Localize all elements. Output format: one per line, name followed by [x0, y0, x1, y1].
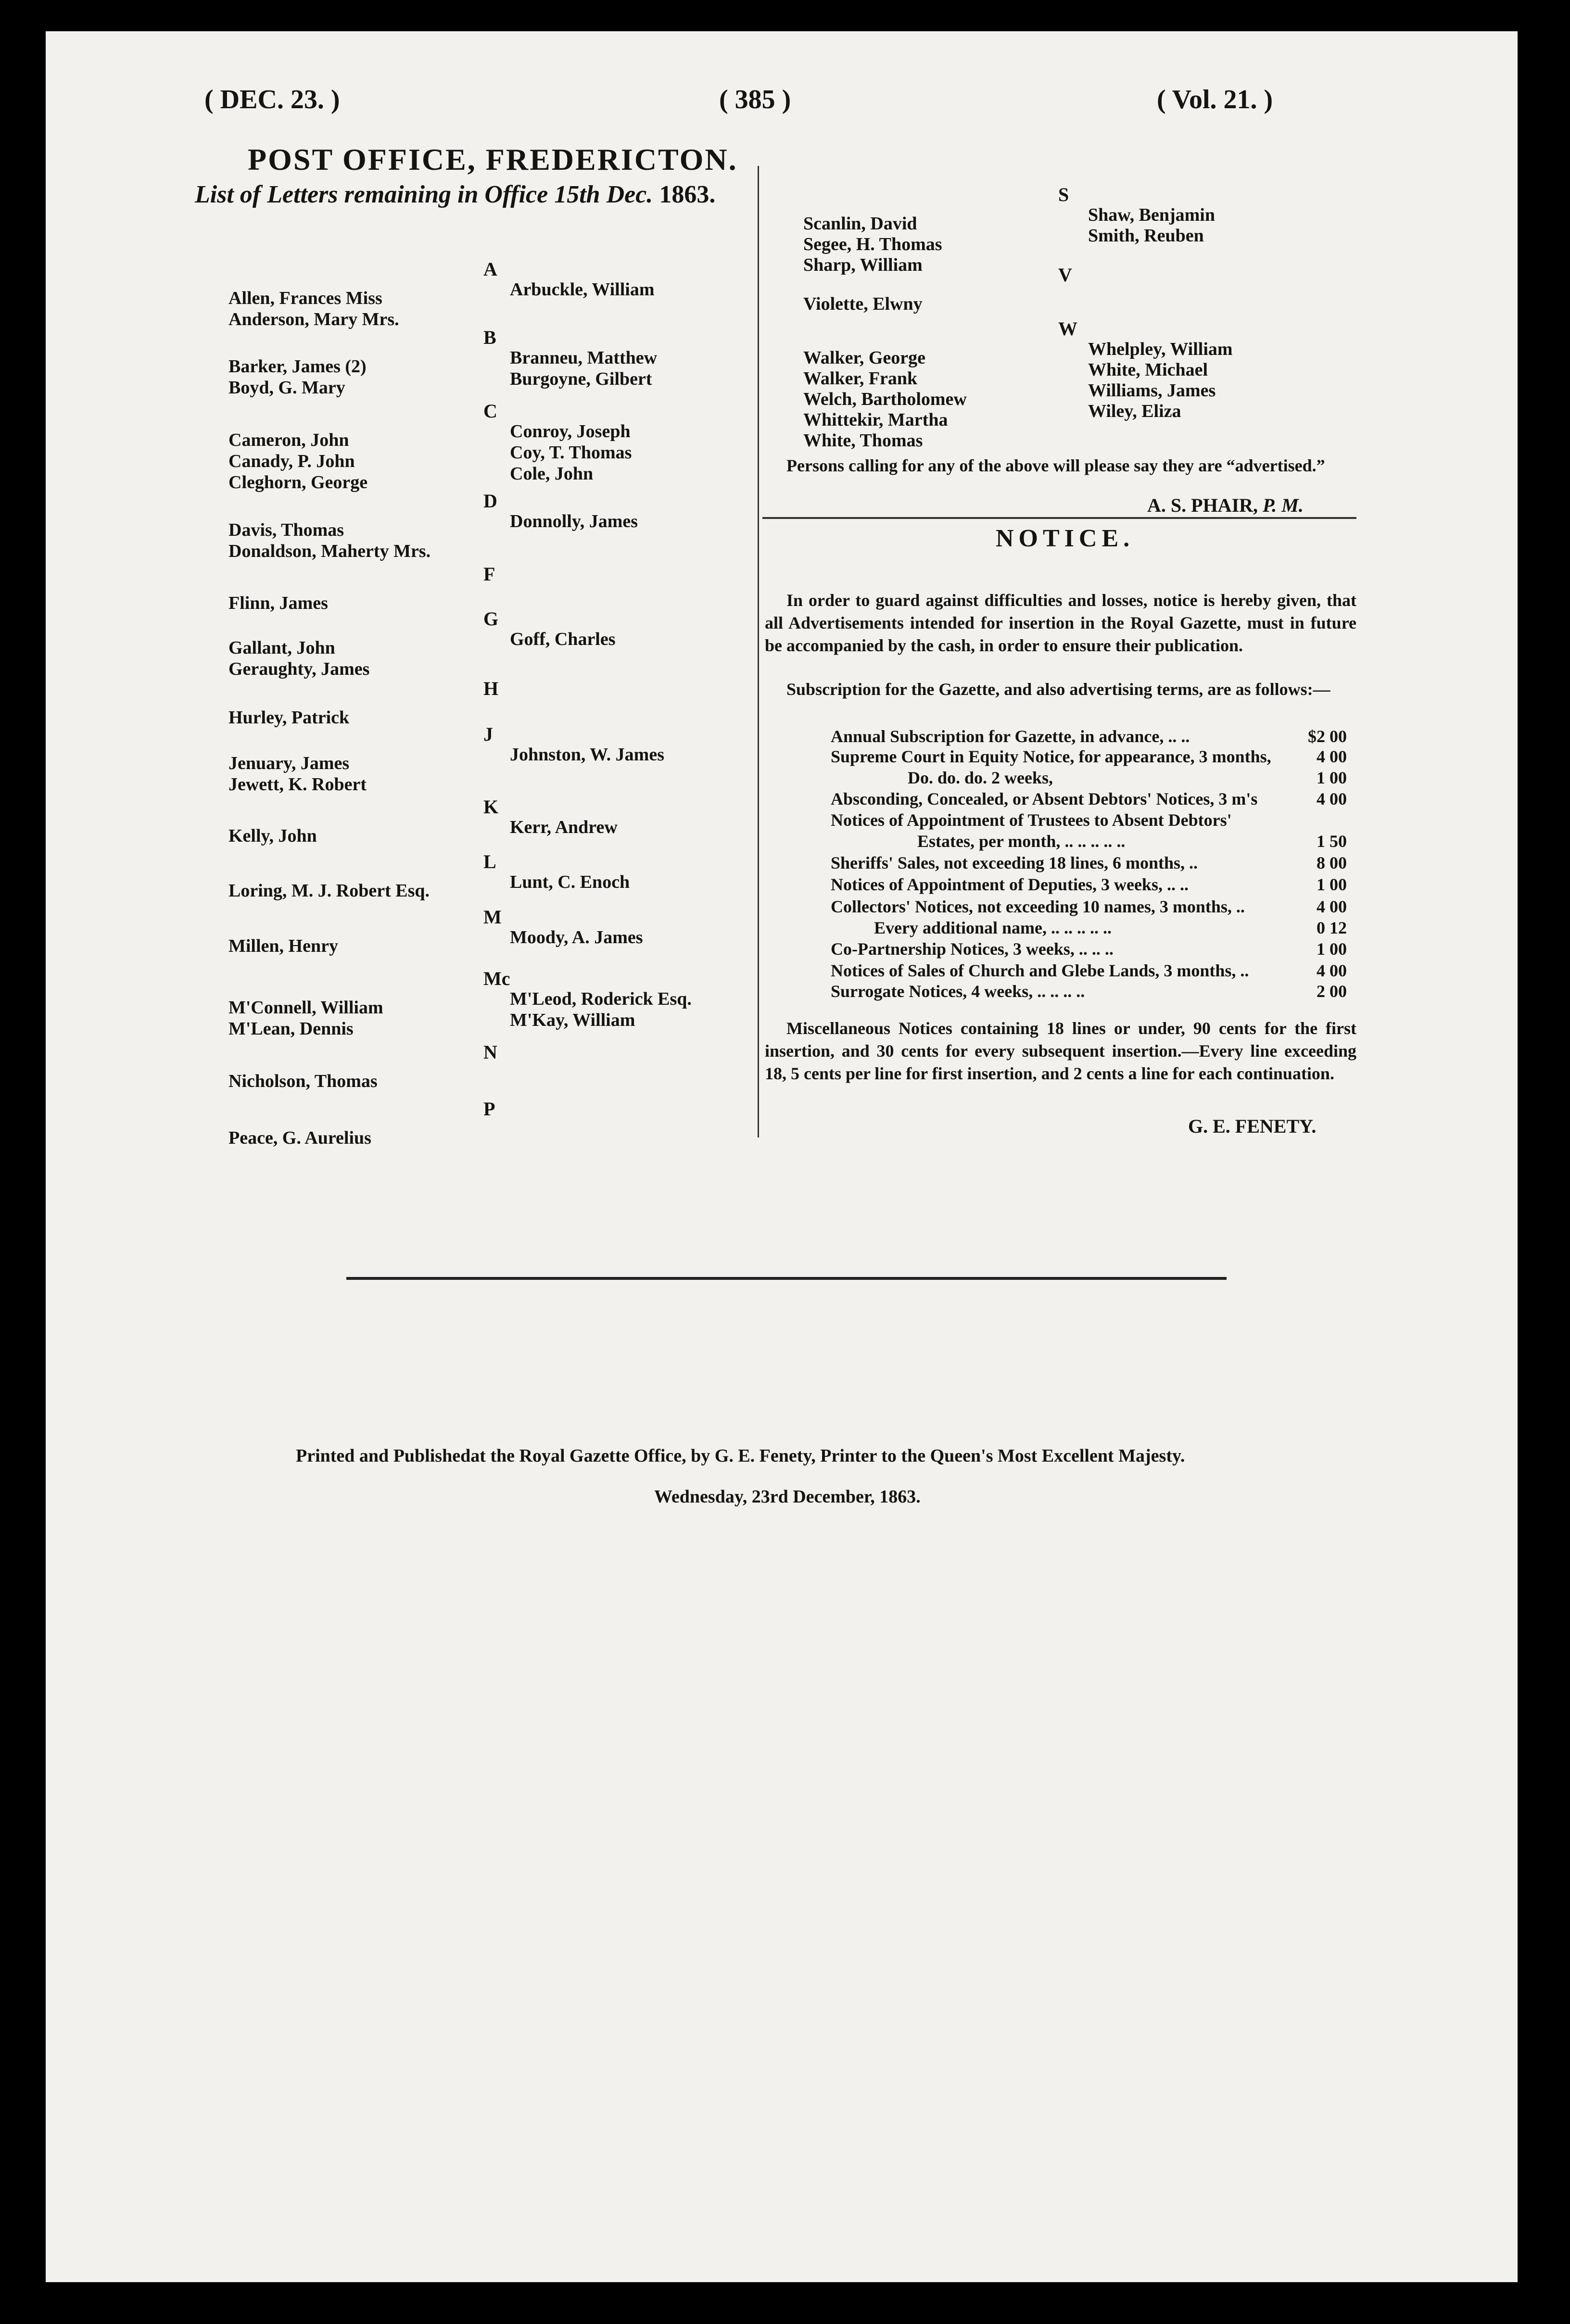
addressee-name: White, Michael [1088, 360, 1208, 380]
addressee-name: Coy, T. Thomas [510, 442, 632, 463]
addressee-name: Davis, Thomas [228, 520, 344, 540]
printer-line: Printed and Publishedat the Royal Gazette Office, by G. E. Fenety, Printer to the Queen's Most Excellent Majesty. [296, 1446, 1185, 1466]
volume-number: ( Vol. 21. ) [1157, 85, 1273, 114]
addressee-name: M'Leod, Roderick Esq. [510, 989, 692, 1009]
section-letter: B [483, 327, 496, 348]
post-office-title: POST OFFICE, FREDERICTON. [248, 142, 738, 177]
section-letter: V [1058, 264, 1072, 286]
rate-value: 1 50 [1317, 832, 1347, 851]
rate-label: Every additional name, .. .. .. .. .. [874, 918, 1112, 937]
addressee-name: Flinn, James [228, 593, 328, 613]
rate-value: 2 00 [1317, 982, 1347, 1001]
addressee-name: Cole, John [510, 464, 594, 484]
addressee-name: Wiley, Eliza [1088, 401, 1181, 421]
rate-label: Notices of Appointment of Trustees to Absent Debtors' [831, 810, 1232, 830]
rate-value: 8 00 [1317, 853, 1347, 872]
notice-rule [762, 517, 1356, 519]
addressee-name: Lunt, C. Enoch [510, 872, 630, 892]
addressee-name: Gallant, John [228, 638, 335, 658]
footer-rule [346, 1277, 1227, 1280]
addressee-name: Hurley, Patrick [228, 707, 350, 728]
notice-title: NOTICE. [996, 525, 1135, 552]
addressee-name: M'Kay, William [510, 1010, 635, 1030]
addressee-name: Peace, G. Aurelius [228, 1128, 371, 1148]
rate-value: 4 00 [1317, 961, 1347, 980]
addressee-name: Violette, Elwny [803, 294, 923, 314]
addressee-name: Moody, A. James [510, 927, 643, 947]
rate-label: Surrogate Notices, 4 weeks, .. .. .. .. [831, 982, 1085, 1001]
addressee-name: Branneu, Matthew [510, 348, 658, 368]
addressee-name: Nicholson, Thomas [228, 1071, 378, 1091]
addressee-name: Kelly, John [228, 826, 317, 846]
addressee-name: Jenuary, James [228, 753, 350, 773]
rate-label: Do. do. do. 2 weeks, [908, 768, 1053, 787]
section-letter: W [1058, 318, 1077, 340]
addressee-name: Walker, Frank [803, 368, 918, 389]
column-rule [758, 166, 759, 1137]
addressee-name: Welch, Bartholomew [803, 389, 967, 409]
rate-label: Annual Subscription for Gazette, in advance, .. .. [831, 727, 1190, 746]
addressee-name: Millen, Henry [228, 936, 338, 956]
addressee-name: Cleghorn, George [228, 472, 368, 493]
addressee-name: Smith, Reuben [1088, 226, 1204, 246]
section-letter: J [483, 723, 493, 745]
addressee-name: Whelpley, William [1088, 339, 1233, 359]
addressee-name: Burgoyne, Gilbert [510, 369, 652, 389]
rate-label: Notices of Appointment of Deputies, 3 weeks, .. .. [831, 875, 1189, 894]
notice-signature: G. E. FENETY. [1188, 1115, 1317, 1137]
section-letter: C [483, 400, 497, 422]
section-letter: G [483, 608, 499, 630]
addressee-name: White, Thomas [803, 430, 923, 451]
section-letter: N [483, 1041, 497, 1063]
section-letter: F [483, 563, 495, 585]
addressee-name: Williams, James [1088, 380, 1216, 401]
addressee-name: Cameron, John [228, 430, 349, 450]
addressee-name: Johnston, W. James [510, 745, 664, 765]
publication-date: Wednesday, 23rd December, 1863. [654, 1487, 921, 1507]
rate-value: 4 00 [1317, 897, 1347, 916]
addressee-name: Scanlin, David [803, 214, 917, 234]
addressee-name: Barker, James (2) [228, 356, 367, 377]
rate-label: Co-Partnership Notices, 3 weeks, .. .. .. [831, 939, 1114, 959]
rate-value: 0 12 [1317, 918, 1347, 937]
rate-value: 1 00 [1317, 875, 1347, 894]
section-letter: H [483, 678, 499, 699]
addressee-name: M'Connell, William [228, 998, 383, 1018]
addressee-name: Sharp, William [803, 255, 923, 275]
section-letter: M [483, 906, 502, 928]
addressee-name: M'Lean, Dennis [228, 1019, 354, 1039]
addressee-name: Geraughty, James [228, 659, 370, 679]
addressee-name: Whittekir, Martha [803, 410, 948, 430]
issue-date: ( DEC. 23. ) [204, 85, 340, 114]
addressee-name: Segee, H. Thomas [803, 234, 942, 254]
addressee-name: Shaw, Benjamin [1088, 205, 1215, 225]
section-letter: D [483, 490, 497, 512]
page-number: ( 385 ) [719, 85, 791, 114]
section-letter: P [483, 1098, 495, 1120]
addressee-name: Kerr, Andrew [510, 817, 618, 837]
postmaster-signature: A. S. PHAIR, P. M. [1147, 494, 1304, 516]
addressee-name: Goff, Charles [510, 629, 616, 649]
addressee-name: Jewett, K. Robert [228, 774, 367, 795]
rate-value: 4 00 [1317, 747, 1347, 766]
rate-label: Collectors' Notices, not exceeding 10 names, 3 months, .. [831, 897, 1245, 916]
persons-calling-note: Persons calling for any of the above will please say they are “advertised.” [786, 456, 1325, 475]
addressee-name: Conroy, Joseph [510, 421, 631, 442]
addressee-name: Canady, P. John [228, 451, 355, 471]
rate-value: $2 00 [1308, 727, 1347, 746]
addressee-name: Anderson, Mary Mrs. [228, 309, 399, 329]
notice-paragraph-3: Miscellaneous Notices containing 18 lines or under, 90 cents for the first insertion, and 30 cents for every subsequent insertion.—Every line exceeding 18, 5 cents per line for first insertion, and 2 cents a line for each continuation. [765, 1019, 1356, 1083]
section-letter: A [483, 258, 497, 280]
addressee-name: Donaldson, Maherty Mrs. [228, 541, 431, 561]
addressee-name: Donnolly, James [510, 511, 638, 531]
rate-label: Absconding, Concealed, or Absent Debtors' Notices, 3 m's [831, 789, 1258, 808]
section-letter: L [483, 851, 496, 872]
addressee-name: Loring, M. J. Robert Esq. [228, 881, 430, 901]
addressee-name: Arbuckle, William [510, 279, 655, 300]
rate-label: Sheriffs' Sales, not exceeding 18 lines, 6 months, .. [831, 853, 1198, 872]
addressee-name: Boyd, G. Mary [228, 378, 345, 398]
notice-paragraph-1: In order to guard against difficulties and losses, notice is hereby given, that all Advertisements intended for insertion in the Royal Gazette, must in future be accompanied by the cash, in order to ensure their publication. [765, 591, 1356, 655]
rate-value: 1 00 [1317, 768, 1347, 787]
rate-label: Notices of Sales of Church and Glebe Lands, 3 months, .. [831, 961, 1249, 980]
rate-value: 1 00 [1317, 939, 1347, 959]
letter-list-subtitle: List of Letters remaining in Office 15th Dec. 1863. [195, 181, 716, 208]
rate-label: Estates, per month, .. .. .. .. .. [917, 832, 1126, 851]
addressee-name: Walker, George [803, 348, 925, 368]
addressee-name: Allen, Frances Miss [228, 288, 382, 308]
rate-value: 4 00 [1317, 789, 1347, 808]
rate-label: Supreme Court in Equity Notice, for appearance, 3 months, [831, 747, 1271, 766]
section-letter: K [483, 796, 499, 818]
notice-paragraph-2: Subscription for the Gazette, and also advertising terms, are as follows:— [786, 680, 1330, 699]
section-letter: Mc [483, 968, 510, 989]
section-letter: S [1058, 184, 1069, 205]
